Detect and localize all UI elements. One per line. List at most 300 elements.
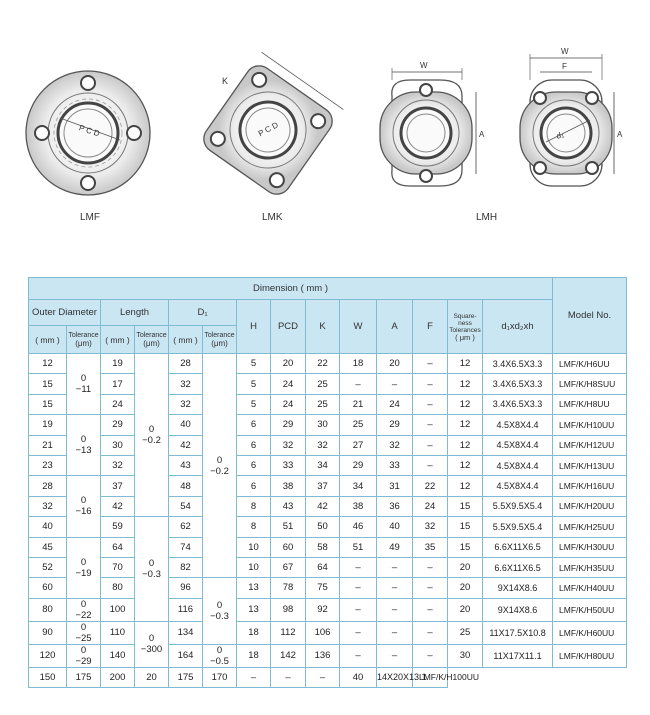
lmh-b-bolt-hole-4 bbox=[586, 162, 598, 174]
outer-diameter-cell: 12 bbox=[29, 354, 67, 374]
a-cell: – bbox=[377, 644, 413, 667]
k-cell: 58 bbox=[306, 537, 340, 557]
pcd-cell: 51 bbox=[271, 517, 306, 537]
d1-tolerance-cell bbox=[203, 354, 237, 578]
a-cell: – bbox=[377, 621, 413, 644]
od-tolerance-cell-line: −16 bbox=[75, 506, 92, 518]
table-row bbox=[29, 598, 627, 621]
d1-cell: 96 bbox=[169, 578, 203, 598]
lmh-b-w-label: W bbox=[561, 47, 569, 56]
squareness-cell: 12 bbox=[448, 476, 483, 496]
a-cell: 40 bbox=[377, 517, 413, 537]
lmh-b-f-label: F bbox=[562, 62, 567, 71]
d1-cell: 48 bbox=[169, 476, 203, 496]
a-cell: 20 bbox=[377, 354, 413, 374]
length-cell: 110 bbox=[101, 621, 135, 644]
f-cell: – bbox=[413, 578, 448, 598]
d1-tolerance-cell-line: 0 bbox=[216, 644, 223, 656]
table-row bbox=[29, 644, 627, 667]
squareness-cell: 20 bbox=[448, 557, 483, 577]
od-tolerance-cell-line: 0 bbox=[80, 621, 87, 633]
table-row bbox=[29, 455, 627, 475]
d1-cell: 200 bbox=[101, 667, 135, 687]
length-cell: 64 bbox=[101, 537, 135, 557]
lmh-b-a-label: A bbox=[617, 130, 623, 139]
dxd-cell: 3.4X6.5X3.3 bbox=[483, 374, 553, 394]
table-row bbox=[29, 374, 627, 394]
a-cell: 33 bbox=[377, 455, 413, 475]
d1-tolerance-cell-line: 0 bbox=[216, 599, 223, 611]
squareness-cell: 25 bbox=[448, 621, 483, 644]
od-tolerance-cell bbox=[67, 354, 101, 415]
h-cell: 6 bbox=[237, 435, 271, 455]
w-cell: – bbox=[340, 557, 377, 577]
pcd-header: PCD bbox=[271, 300, 306, 354]
model-cell: LMF/K/H6UU bbox=[553, 354, 627, 374]
dxd-cell: 3.4X6.5X3.3 bbox=[483, 354, 553, 374]
lmh-a-a-label: A bbox=[479, 130, 485, 139]
d1-tolerance-cell bbox=[203, 578, 237, 644]
d1-tolerance-cell bbox=[203, 644, 237, 667]
f-cell: 35 bbox=[413, 537, 448, 557]
f-cell: – bbox=[413, 435, 448, 455]
squareness-cell: 20 bbox=[448, 598, 483, 621]
dxd-cell: 14X20X13.1 bbox=[377, 667, 413, 687]
h-cell: 5 bbox=[237, 394, 271, 414]
table-row bbox=[29, 537, 627, 557]
pcd-cell: 38 bbox=[271, 476, 306, 496]
lmk-k-label: K bbox=[222, 76, 229, 86]
pcd-cell: 78 bbox=[271, 578, 306, 598]
len-mm-header: ( mm ) bbox=[101, 326, 135, 354]
table-row bbox=[29, 621, 627, 644]
d1-header: D₁ bbox=[169, 300, 237, 326]
d1-cell: 42 bbox=[169, 435, 203, 455]
outer-diameter-cell: 23 bbox=[29, 455, 67, 475]
w-cell: – bbox=[237, 667, 271, 687]
f-cell: 24 bbox=[413, 496, 448, 516]
od-mm-header: ( mm ) bbox=[29, 326, 67, 354]
lmf-bolt-hole-bottom bbox=[81, 176, 95, 190]
od-tolerance-cell-line: 0 bbox=[80, 644, 87, 656]
table-row bbox=[29, 557, 627, 577]
table-row bbox=[29, 354, 627, 374]
w-cell: – bbox=[340, 621, 377, 644]
model-cell: LMF/K/H50UU bbox=[553, 598, 627, 621]
od-tolerance-cell-line: −29 bbox=[75, 655, 92, 667]
w-cell: – bbox=[340, 598, 377, 621]
length-cell: 80 bbox=[101, 578, 135, 598]
length-tolerance-cell bbox=[135, 354, 169, 517]
length-cell: 17 bbox=[101, 374, 135, 394]
a-cell: 31 bbox=[377, 476, 413, 496]
model-cell: LMF/K/H16UU bbox=[553, 476, 627, 496]
pcd-cell: 43 bbox=[271, 496, 306, 516]
od-tolerance-cell-line: 0 bbox=[80, 434, 87, 446]
dxd-cell: 11X17X11.1 bbox=[483, 644, 553, 667]
length-header: Length bbox=[101, 300, 169, 326]
od-tolerance-cell-line: 0 bbox=[80, 598, 87, 610]
od-tolerance-cell bbox=[67, 537, 101, 598]
k-cell: 22 bbox=[306, 354, 340, 374]
k-cell: 170 bbox=[203, 667, 237, 687]
table-row bbox=[29, 517, 627, 537]
w-cell: 25 bbox=[340, 415, 377, 435]
a-cell: 29 bbox=[377, 415, 413, 435]
lmf-drawing bbox=[26, 71, 150, 195]
outer-diameter-cell: 80 bbox=[29, 598, 67, 621]
length-cell: 19 bbox=[101, 354, 135, 374]
k-cell: 25 bbox=[306, 394, 340, 414]
h-cell: 10 bbox=[237, 557, 271, 577]
od-tolerance-cell-line: 0 bbox=[80, 373, 87, 385]
od-tolerance-header bbox=[67, 326, 101, 354]
k-cell: 92 bbox=[306, 598, 340, 621]
d1-cell: 82 bbox=[169, 557, 203, 577]
h-cell: 6 bbox=[237, 455, 271, 475]
w-cell: – bbox=[340, 374, 377, 394]
dxd-header: d₁xd₂xh bbox=[483, 300, 553, 354]
outer-diameter-cell: 90 bbox=[29, 621, 67, 644]
h-cell: 6 bbox=[237, 415, 271, 435]
d1-mm-header: ( mm ) bbox=[169, 326, 203, 354]
pcd-cell: 29 bbox=[271, 415, 306, 435]
table-row bbox=[29, 415, 627, 435]
w-cell: 46 bbox=[340, 517, 377, 537]
squareness-header bbox=[448, 300, 483, 354]
d1-cell: 116 bbox=[169, 598, 203, 621]
pcd-cell: 142 bbox=[271, 644, 306, 667]
w-header: W bbox=[340, 300, 377, 354]
od-tolerance-cell-line: −11 bbox=[75, 384, 92, 396]
pcd-cell: 32 bbox=[271, 435, 306, 455]
dxd-cell: 6.6X11X6.5 bbox=[483, 537, 553, 557]
pcd-cell: 98 bbox=[271, 598, 306, 621]
a-cell: 49 bbox=[377, 537, 413, 557]
f-cell: 22 bbox=[413, 476, 448, 496]
w-cell: 27 bbox=[340, 435, 377, 455]
outer-diameter-cell: 150 bbox=[29, 667, 67, 687]
h-cell: 5 bbox=[237, 354, 271, 374]
od-tolerance-cell bbox=[67, 476, 101, 537]
model-cell: LMF/K/H20UU bbox=[553, 496, 627, 516]
od-tolerance-cell-line: −25 bbox=[75, 632, 92, 644]
d1-tolerance-cell-line: −0.5 bbox=[210, 655, 229, 667]
d1-cell: 62 bbox=[169, 517, 203, 537]
d1-tolerance-cell-line: 0 bbox=[216, 454, 223, 466]
od-tol-unit: (μm) bbox=[75, 338, 92, 348]
squareness-cell: 30 bbox=[448, 644, 483, 667]
k-cell: 42 bbox=[306, 496, 340, 516]
h-header: H bbox=[237, 300, 271, 354]
d1-tol-label: Tolerance bbox=[204, 331, 235, 339]
outer-diameter-cell: 52 bbox=[29, 557, 67, 577]
lmh-drawing-b bbox=[520, 47, 623, 186]
pcd-cell: 24 bbox=[271, 374, 306, 394]
w-cell: 18 bbox=[340, 354, 377, 374]
d1-cell: 32 bbox=[169, 374, 203, 394]
dxd-cell: 3.4X6.5X3.3 bbox=[483, 394, 553, 414]
squareness-cell: 12 bbox=[448, 354, 483, 374]
dimension-table-body bbox=[29, 354, 627, 688]
squareness-cell: 40 bbox=[340, 667, 377, 687]
lmf-bolt-hole-right bbox=[127, 126, 141, 140]
a-header: A bbox=[377, 300, 413, 354]
dxd-cell: 6.6X11X6.5 bbox=[483, 557, 553, 577]
dxd-cell: 4.5X8X4.4 bbox=[483, 476, 553, 496]
outer-diameter-cell: 40 bbox=[29, 517, 67, 537]
table-row bbox=[29, 476, 627, 496]
squareness-cell: 12 bbox=[448, 394, 483, 414]
d1-cell: 134 bbox=[169, 621, 203, 644]
k-cell: 106 bbox=[306, 621, 340, 644]
d1-cell: 74 bbox=[169, 537, 203, 557]
k-cell: 32 bbox=[306, 435, 340, 455]
len-tol-unit: (μm) bbox=[143, 338, 160, 348]
od-tolerance-cell-line: −19 bbox=[75, 567, 92, 579]
model-cell: LMF/K/H10UU bbox=[553, 415, 627, 435]
od-tolerance-cell bbox=[67, 598, 101, 621]
od-tolerance-cell bbox=[67, 415, 101, 476]
k-cell: 34 bbox=[306, 455, 340, 475]
lmk-caption: LMK bbox=[262, 212, 283, 223]
squareness-line-1: Square- bbox=[453, 312, 477, 320]
outer-diameter-cell: 45 bbox=[29, 537, 67, 557]
od-tol-label: Tolerance bbox=[68, 331, 99, 339]
lmh-a-bolt-hole-top bbox=[420, 84, 432, 96]
f-cell: – bbox=[413, 354, 448, 374]
w-cell: – bbox=[340, 578, 377, 598]
squareness-cell: 12 bbox=[448, 455, 483, 475]
model-cell: LMF/K/H8UU bbox=[553, 394, 627, 414]
f-cell: – bbox=[413, 455, 448, 475]
model-cell: LMF/K/H80UU bbox=[553, 644, 627, 667]
outer-diameter-cell: 15 bbox=[29, 394, 67, 414]
k-cell: 136 bbox=[306, 644, 340, 667]
outer-diameter-cell: 21 bbox=[29, 435, 67, 455]
k-cell: 50 bbox=[306, 517, 340, 537]
dxd-cell: 5.5X9.5X5.4 bbox=[483, 517, 553, 537]
dimension-table bbox=[28, 277, 627, 688]
dxd-cell: 4.5X8X4.4 bbox=[483, 415, 553, 435]
outer-diameter-cell: 32 bbox=[29, 496, 67, 516]
length-cell: 29 bbox=[101, 415, 135, 435]
d1-cell: 32 bbox=[169, 394, 203, 414]
length-tolerance-cell bbox=[135, 621, 169, 667]
f-cell: 32 bbox=[413, 517, 448, 537]
length-tolerance-cell-line: −0.3 bbox=[142, 568, 161, 580]
a-cell: 32 bbox=[377, 435, 413, 455]
lmk-pcd-label: P C D bbox=[256, 120, 280, 139]
length-cell: 32 bbox=[101, 455, 135, 475]
w-cell: 34 bbox=[340, 476, 377, 496]
lmh-drawing-a bbox=[380, 61, 485, 186]
lmf-caption: LMF bbox=[80, 212, 100, 223]
pcd-cell: 33 bbox=[271, 455, 306, 475]
table-row bbox=[29, 667, 627, 687]
d1-cell: 28 bbox=[169, 354, 203, 374]
outer-diameter-cell: 19 bbox=[29, 415, 67, 435]
lmh-b-bolt-hole-3 bbox=[534, 162, 546, 174]
h-cell: 8 bbox=[237, 517, 271, 537]
pcd-cell: 20 bbox=[271, 354, 306, 374]
length-cell: 42 bbox=[101, 496, 135, 516]
f-cell: – bbox=[413, 415, 448, 435]
length-tolerance-cell-line: −0.2 bbox=[142, 435, 161, 447]
dxd-cell: 11X17.5X10.8 bbox=[483, 621, 553, 644]
table-row bbox=[29, 496, 627, 516]
d1-tol-unit: (μm) bbox=[211, 338, 228, 348]
lmh-a-w-label: W bbox=[420, 61, 428, 70]
h-cell: 6 bbox=[237, 476, 271, 496]
k-cell: 75 bbox=[306, 578, 340, 598]
length-tolerance-cell-line: 0 bbox=[148, 633, 155, 645]
pcd-cell: 24 bbox=[271, 394, 306, 414]
lmh-b-d1-label: d₁ bbox=[554, 129, 565, 141]
h-cell: 18 bbox=[237, 621, 271, 644]
length-tolerance-cell-line: 0 bbox=[148, 557, 155, 569]
od-tolerance-cell-line: 0 bbox=[80, 556, 87, 568]
outer-diameter-cell: 120 bbox=[29, 644, 67, 667]
length-cell: 175 bbox=[67, 667, 101, 687]
od-tolerance-cell bbox=[67, 621, 101, 644]
a-cell: – bbox=[377, 598, 413, 621]
model-cell: LMF/K/H40UU bbox=[553, 578, 627, 598]
model-cell: LMF/K/H100UU bbox=[413, 667, 448, 687]
h-cell: 13 bbox=[237, 598, 271, 621]
w-cell: 29 bbox=[340, 455, 377, 475]
squareness-line-4: ( μm ) bbox=[455, 332, 475, 342]
lmh-caption: LMH bbox=[476, 212, 498, 223]
model-cell: LMF/K/H35UU bbox=[553, 557, 627, 577]
pcd-cell: 67 bbox=[271, 557, 306, 577]
outer-diameter-header: Outer Diameter bbox=[29, 300, 101, 326]
od-tolerance-cell-line: 0 bbox=[80, 495, 87, 507]
model-cell: LMF/K/H8SUU bbox=[553, 374, 627, 394]
f-cell: – bbox=[306, 667, 340, 687]
f-cell: – bbox=[413, 598, 448, 621]
k-cell: 64 bbox=[306, 557, 340, 577]
f-cell: – bbox=[413, 394, 448, 414]
w-cell: – bbox=[340, 644, 377, 667]
lmh-b-bolt-hole-2 bbox=[586, 92, 598, 104]
dxd-cell: 5.5X9.5X5.4 bbox=[483, 496, 553, 516]
k-cell: 30 bbox=[306, 415, 340, 435]
f-cell: – bbox=[413, 557, 448, 577]
squareness-cell: 15 bbox=[448, 537, 483, 557]
w-cell: 21 bbox=[340, 394, 377, 414]
lmh-a-bolt-hole-bottom bbox=[420, 170, 432, 182]
a-cell: 36 bbox=[377, 496, 413, 516]
squareness-line-2: ness bbox=[458, 319, 472, 327]
pcd-cell: 175 bbox=[169, 667, 203, 687]
squareness-line-3: Tolerances bbox=[449, 326, 481, 334]
table-row bbox=[29, 394, 627, 414]
a-cell: – bbox=[271, 667, 306, 687]
d1-cell: 164 bbox=[169, 644, 203, 667]
d1-tolerance-header bbox=[203, 326, 237, 354]
a-cell: 24 bbox=[377, 394, 413, 414]
d1-tolerance-cell-line: −0.2 bbox=[210, 465, 229, 477]
f-cell: – bbox=[413, 621, 448, 644]
table-row bbox=[29, 435, 627, 455]
d1-cell: 43 bbox=[169, 455, 203, 475]
lmf-pcd-label: P C D bbox=[77, 123, 101, 139]
k-cell: 37 bbox=[306, 476, 340, 496]
h-cell: 20 bbox=[135, 667, 169, 687]
model-cell: LMF/K/H30UU bbox=[553, 537, 627, 557]
lmk-drawing bbox=[198, 52, 343, 199]
a-cell: – bbox=[377, 374, 413, 394]
length-tolerance-cell bbox=[135, 517, 169, 622]
outer-diameter-cell: 15 bbox=[29, 374, 67, 394]
outer-diameter-cell: 28 bbox=[29, 476, 67, 496]
table-row bbox=[29, 578, 627, 598]
model-cell: LMF/K/H13UU bbox=[553, 455, 627, 475]
bearing-drawings bbox=[0, 0, 650, 270]
length-cell: 59 bbox=[101, 517, 135, 537]
od-tolerance-cell-line: −13 bbox=[75, 445, 92, 457]
h-cell: 18 bbox=[237, 644, 271, 667]
w-cell: 51 bbox=[340, 537, 377, 557]
dimension-group-header: Dimension ( mm ) bbox=[29, 278, 553, 300]
length-cell: 70 bbox=[101, 557, 135, 577]
length-cell: 100 bbox=[101, 598, 135, 621]
k-cell: 25 bbox=[306, 374, 340, 394]
squareness-cell: 15 bbox=[448, 496, 483, 516]
pcd-cell: 60 bbox=[271, 537, 306, 557]
length-tolerance-cell-line: −300 bbox=[140, 644, 163, 656]
dxd-cell: 9X14X8.6 bbox=[483, 578, 553, 598]
h-cell: 13 bbox=[237, 578, 271, 598]
squareness-cell: 12 bbox=[448, 415, 483, 435]
length-cell: 30 bbox=[101, 435, 135, 455]
a-cell: – bbox=[377, 557, 413, 577]
a-cell: – bbox=[377, 578, 413, 598]
lmf-bolt-hole-left bbox=[35, 126, 49, 140]
d1-tolerance-cell-line: −0.3 bbox=[210, 610, 229, 622]
od-tolerance-cell bbox=[67, 644, 101, 667]
lmf-bolt-hole-top bbox=[81, 76, 95, 90]
model-cell: LMF/K/H12UU bbox=[553, 435, 627, 455]
dxd-cell: 4.5X8X4.4 bbox=[483, 455, 553, 475]
len-tol-label: Tolerance bbox=[136, 331, 167, 339]
k-header: K bbox=[306, 300, 340, 354]
d1-cell: 40 bbox=[169, 415, 203, 435]
dxd-cell: 9X14X8.6 bbox=[483, 598, 553, 621]
model-no-header: Model No. bbox=[553, 278, 627, 354]
od-tolerance-cell-line: −22 bbox=[75, 609, 92, 621]
model-cell: LMF/K/H25UU bbox=[553, 517, 627, 537]
squareness-cell: 15 bbox=[448, 517, 483, 537]
h-cell: 5 bbox=[237, 374, 271, 394]
len-tolerance-header bbox=[135, 326, 169, 354]
length-cell: 37 bbox=[101, 476, 135, 496]
length-cell: 140 bbox=[101, 644, 135, 667]
f-cell: – bbox=[413, 644, 448, 667]
model-cell: LMF/K/H60UU bbox=[553, 621, 627, 644]
squareness-cell: 20 bbox=[448, 578, 483, 598]
squareness-cell: 12 bbox=[448, 435, 483, 455]
pcd-cell: 112 bbox=[271, 621, 306, 644]
w-cell: 38 bbox=[340, 496, 377, 516]
f-cell: – bbox=[413, 374, 448, 394]
d1-cell: 54 bbox=[169, 496, 203, 516]
squareness-cell: 12 bbox=[448, 374, 483, 394]
f-header: F bbox=[413, 300, 448, 354]
outer-diameter-cell: 60 bbox=[29, 578, 67, 598]
dxd-cell: 4.5X8X4.4 bbox=[483, 435, 553, 455]
